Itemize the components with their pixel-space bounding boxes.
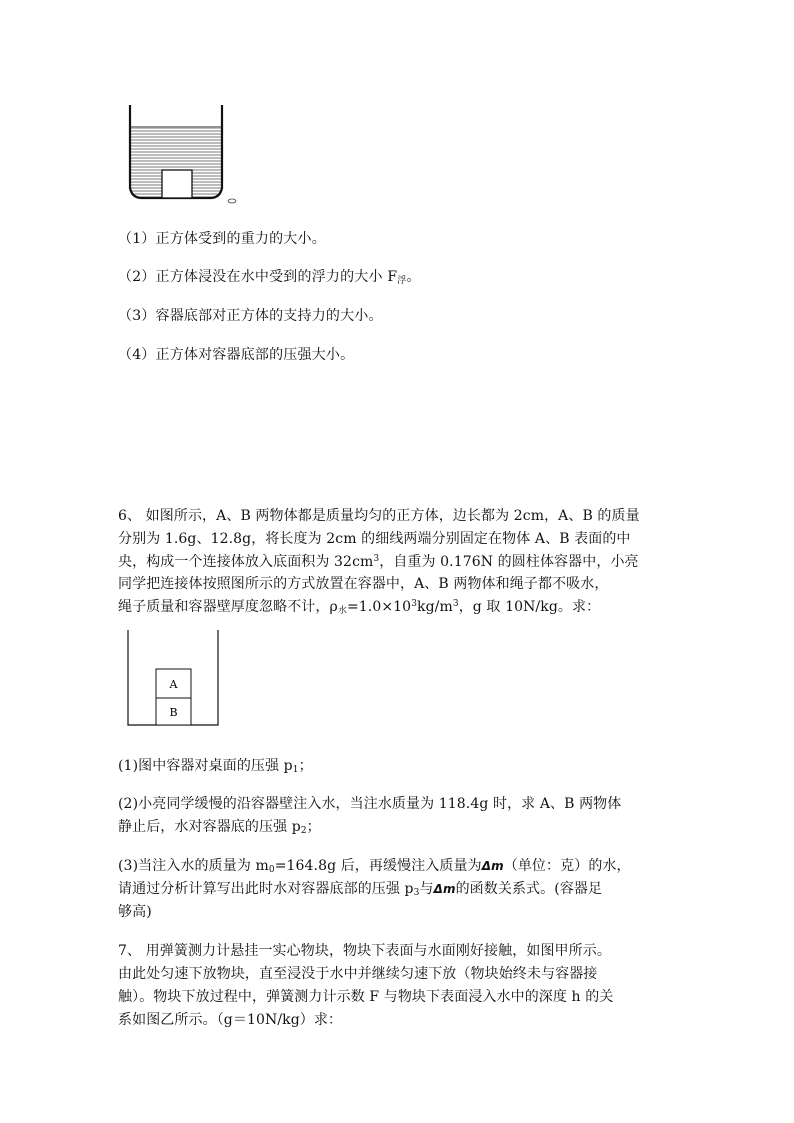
q5-item-3: （3）容器底部对正方体的支持力的大小。 (118, 308, 383, 324)
q5-item-2: （2）正方体浸没在水中受到的浮力的大小 $F_浮$。 (118, 269, 421, 286)
q6-sub-1: (1)图中容器对桌面的压强 $p_1$； (118, 758, 313, 775)
beaker-with-cube-figure (120, 100, 260, 210)
q6-sub-2-line-1: (2)小亮同学缓慢的沿容器壁注入水，当注水质量为 118.4g 时，求 A、B 两物体 (118, 796, 622, 812)
q5-item-4: （4）正方体对容器底部的压强大小。 (118, 347, 355, 363)
delta-m-symbol: Δm (433, 882, 456, 896)
block-a-label: A (169, 678, 178, 691)
q7-line-1: 7、 用弹簧测力计悬挂一实心物块，物块下表面与水面刚好接触，如图甲所示。 (118, 943, 611, 959)
q7-line-3: 触）。物块下放过程中，弹簧测力计示数 F 与物块下表面浸入水中的深度 h 的关 (118, 989, 614, 1005)
q6-sub-3-line-1: (3)当注入水的质量为 $m_0=164.8g$ 后，再缓慢注入质量为Δm（单位：克）的水， (118, 858, 631, 875)
q7-line-2: 由此处匀速下放物块，直至浸没于水中并继续匀速下放（物块始终未与容器接 (118, 966, 598, 982)
container-blocks-figure (125, 628, 225, 728)
q6-sub-3-line-3: 够高) (118, 904, 152, 920)
q5-item-1: （1）正方体受到的重力的大小。 (118, 231, 326, 247)
q6-sub-2-line-2: 静止后，水对容器底的压强 $p_2$； (118, 819, 321, 836)
q6-sub-3-line-2: 请通过分析计算写出此时水对容器底部的压强 $p_3$与Δm的函数关系式。(容器足 (118, 881, 603, 898)
q6-line-5: 绳子质量和容器壁厚度忽略不计，$\rho_水=1.0\times 10^3kg/m^3$，g 取 10N/kg。求： (118, 599, 601, 616)
q6-line-2: 分别为 1.6g、12.8g，将长度为 2cm 的细线两端分别固定在物体 A、B 表面的中 (118, 531, 631, 547)
block-b-label: B (169, 706, 178, 719)
q7-line-4: 系如图乙所示。（g＝10N/kg）求： (118, 1012, 343, 1028)
delta-m-symbol: Δm (481, 859, 504, 873)
q6-line-4: 同学把连接体按照图所示的方式放置在容器中，A、B 两物体和绳子都不吸水， (118, 576, 609, 592)
q6-line-3: 央，构成一个连接体放入底面积为 $32cm^3$，自重为 0.176N 的圆柱体容器中，小亮 (118, 554, 639, 570)
q6-line-1: 6、 如图所示，A、B 两物体都是质量均匀的正方体，边长都为 2cm，A、B 的质量 (118, 508, 640, 524)
